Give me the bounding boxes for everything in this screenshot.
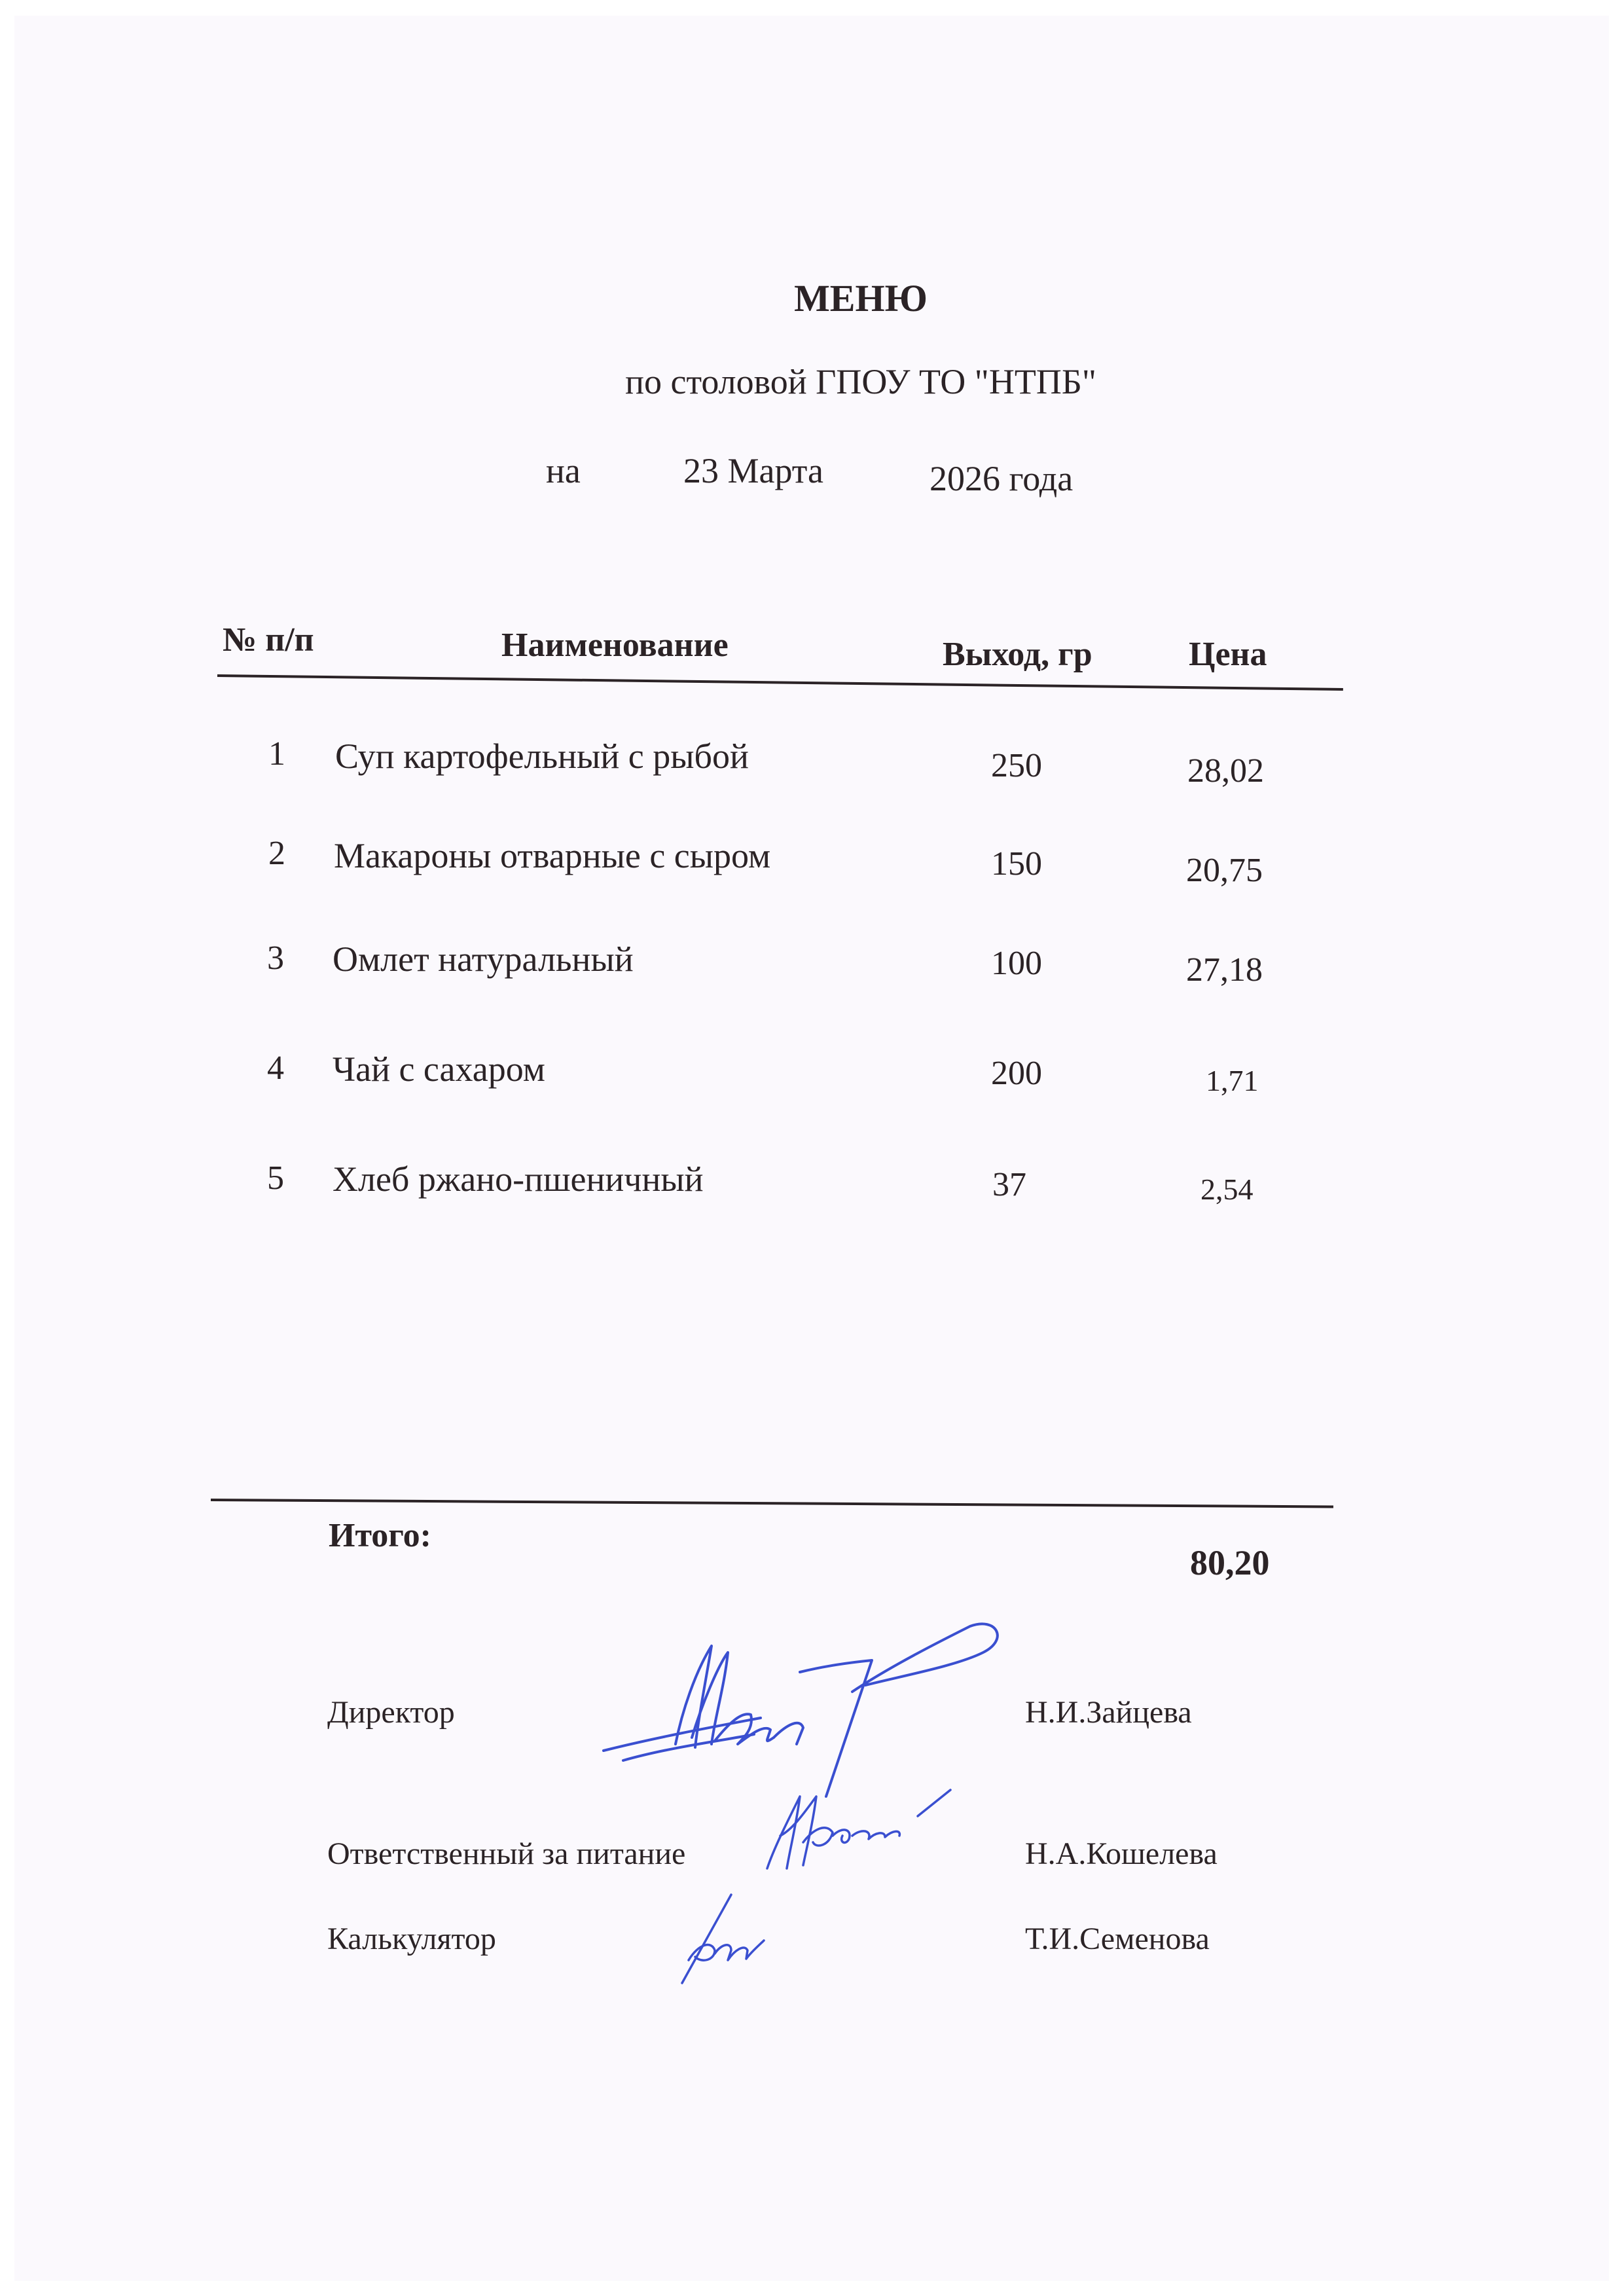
header-divider: [217, 674, 1343, 691]
signatory-name: Н.И.Зайцева: [1025, 1695, 1192, 1730]
row-number: 1: [268, 735, 285, 773]
row-yield: 37: [992, 1166, 1026, 1203]
row-price: 20,75: [1186, 852, 1263, 889]
row-price: 2,54: [1200, 1173, 1254, 1206]
date-day-month: 23 Марта: [683, 451, 823, 490]
row-price: 1,71: [1206, 1064, 1259, 1097]
document-page: [14, 16, 1609, 2281]
row-number: 4: [267, 1049, 284, 1087]
signature-director: [590, 1613, 1009, 1787]
row-yield: 250: [991, 747, 1042, 784]
document-subtitle: по столовой ГПОУ ТО "НТПБ": [625, 362, 1096, 401]
row-name: Хлеб ржано-пшеничный: [333, 1159, 704, 1199]
row-yield: 200: [991, 1055, 1042, 1092]
header-name: Наименование: [501, 627, 729, 664]
row-name: Суп картофельный с рыбой: [335, 737, 749, 776]
signatory-role: Ответственный за питание: [327, 1836, 686, 1871]
row-price: 28,02: [1187, 752, 1264, 790]
row-yield: 100: [991, 945, 1042, 982]
total-divider: [211, 1499, 1333, 1508]
row-number: 5: [267, 1159, 284, 1197]
header-number: № п/п: [223, 621, 314, 659]
document-title: МЕНЮ: [794, 277, 928, 319]
row-number: 2: [268, 835, 285, 872]
row-price: 27,18: [1186, 951, 1263, 989]
total-value: 80,20: [1190, 1543, 1270, 1582]
signatory-name: Т.И.Семенова: [1025, 1922, 1210, 1956]
signature-calculator: [669, 1888, 787, 1990]
signature-food-responsible: [754, 1783, 964, 1878]
row-name: Чай с сахаром: [333, 1049, 545, 1089]
header-price: Цена: [1189, 636, 1267, 673]
total-label: Итого:: [329, 1517, 431, 1554]
row-yield: 150: [991, 845, 1042, 883]
signatory-role: Калькулятор: [327, 1922, 496, 1956]
signatory-role: Директор: [327, 1695, 455, 1730]
signatory-name: Н.А.Кошелева: [1025, 1836, 1218, 1871]
row-name: Омлет натуральный: [333, 939, 634, 979]
row-number: 3: [267, 939, 284, 977]
row-name: Макароны отварные с сыром: [334, 836, 771, 875]
date-prefix: на: [546, 451, 581, 490]
header-yield: Выход, гр: [943, 636, 1092, 673]
date-year: 2026 года: [929, 459, 1074, 498]
